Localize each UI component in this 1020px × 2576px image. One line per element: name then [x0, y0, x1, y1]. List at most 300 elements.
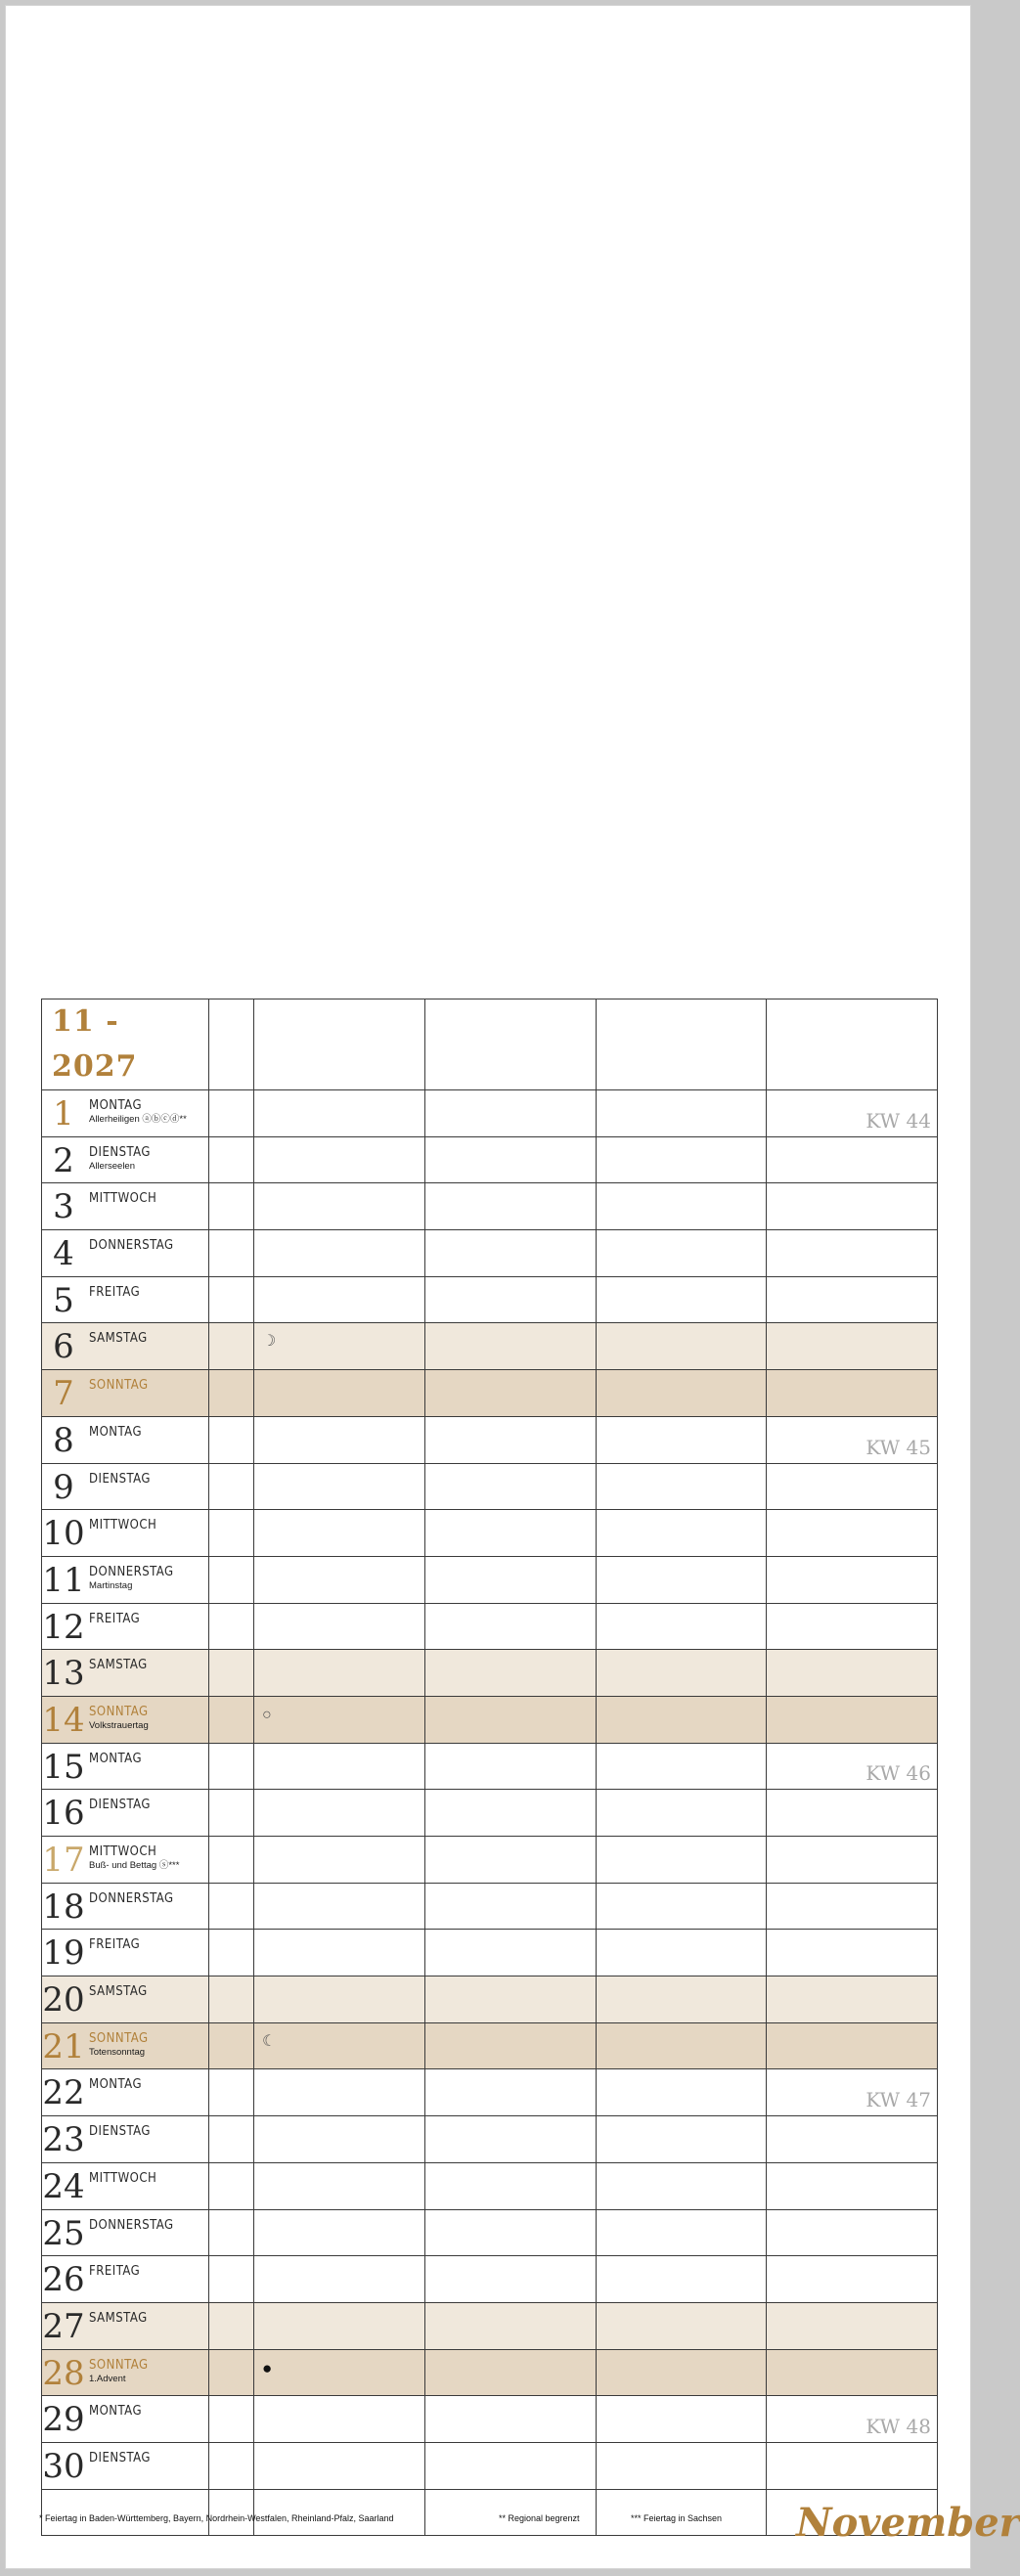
day-number: 8	[53, 1420, 74, 1460]
weekday-name: FREITAG	[89, 2264, 141, 2280]
planner-cell[interactable]	[596, 2442, 767, 2489]
planner-cell[interactable]	[767, 1463, 938, 1510]
day-row	[42, 1837, 938, 1884]
weekday-name: SAMSTAG	[89, 1331, 148, 1347]
day-row	[42, 1183, 938, 1230]
narrow-cell	[209, 2116, 254, 2163]
planner-cell[interactable]	[254, 1650, 425, 1697]
planner-cell[interactable]	[767, 1556, 938, 1603]
weekday-name: SONNTAG	[89, 2357, 149, 2373]
planner-cell[interactable]	[254, 1837, 425, 1884]
planner-cell[interactable]	[254, 1976, 425, 2023]
planner-cell[interactable]	[596, 1276, 767, 1323]
planner-cell[interactable]	[767, 1930, 938, 1976]
narrow-cell	[209, 1090, 254, 1137]
day-row	[42, 1603, 938, 1650]
day-label-cell	[42, 2396, 209, 2443]
weekday-name: MITTWOCH	[89, 1191, 157, 1207]
holiday-note: Buß- und Bettag ⓢ***	[89, 1860, 180, 1871]
planner-cell[interactable]	[254, 2256, 425, 2303]
planner-cell[interactable]	[424, 1510, 596, 1557]
planner-cell[interactable]	[767, 1837, 938, 1884]
day-row	[42, 1416, 938, 1463]
day-label-cell	[42, 1136, 209, 1183]
day-number: 21	[42, 2026, 85, 2066]
planner-cell[interactable]	[767, 2256, 938, 2303]
narrow-cell	[209, 2256, 254, 2303]
planner-cell[interactable]	[596, 1370, 767, 1417]
narrow-cell	[209, 2209, 254, 2256]
planner-cell[interactable]	[424, 1230, 596, 1277]
day-label-cell	[42, 2442, 209, 2489]
planner-cell[interactable]	[254, 1883, 425, 1930]
day-label-cell	[42, 2256, 209, 2303]
day-number: 12	[42, 1607, 85, 1647]
planner-cell[interactable]	[596, 1323, 767, 1370]
moon-phase-icon: ☽	[262, 1333, 277, 1351]
day-label-cell	[42, 1790, 209, 1837]
planner-cell[interactable]	[424, 1416, 596, 1463]
planner-cell[interactable]	[767, 1696, 938, 1743]
planner-cell[interactable]	[596, 1603, 767, 1650]
planner-cell[interactable]	[424, 1183, 596, 1230]
planner-cell[interactable]	[596, 2069, 767, 2116]
planner-cell[interactable]	[767, 1183, 938, 1230]
planner-cell[interactable]	[424, 1790, 596, 1837]
narrow-cell	[209, 2162, 254, 2209]
weekday-name: DONNERSTAG	[89, 2217, 174, 2233]
planner-cell[interactable]	[767, 1650, 938, 1697]
planner-cell[interactable]	[254, 2116, 425, 2163]
planner-cell[interactable]	[424, 1370, 596, 1417]
planner-cell[interactable]	[424, 2116, 596, 2163]
day-row	[42, 1136, 938, 1183]
planner-cell[interactable]	[424, 2022, 596, 2069]
narrow-cell	[209, 1136, 254, 1183]
day-number: 13	[42, 1654, 85, 1694]
planner-cell[interactable]	[596, 1837, 767, 1884]
planner-cell[interactable]	[767, 1603, 938, 1650]
day-label-cell	[42, 2069, 209, 2116]
planner-cell[interactable]	[596, 1183, 767, 1230]
planner-cell[interactable]	[424, 1696, 596, 1743]
day-row	[42, 2256, 938, 2303]
moon-phase-icon: ☾	[262, 2032, 277, 2050]
planner-cell[interactable]	[254, 2162, 425, 2209]
day-row	[42, 1976, 938, 2023]
narrow-cell	[209, 1883, 254, 1930]
planner-cell[interactable]	[254, 999, 425, 1090]
planner-cell[interactable]	[254, 1370, 425, 1417]
day-label-cell	[42, 1883, 209, 1930]
weekday-name: FREITAG	[89, 1937, 141, 1953]
planner-cell[interactable]	[424, 2396, 596, 2443]
planner-cell[interactable]	[767, 1790, 938, 1837]
day-number: 26	[42, 2260, 85, 2300]
planner-cell[interactable]	[254, 2069, 425, 2116]
planner-cell[interactable]	[596, 1976, 767, 2023]
planner-cell[interactable]	[254, 1416, 425, 1463]
calendar-week-label: KW 44	[865, 1108, 931, 1133]
planner-cell[interactable]	[424, 1276, 596, 1323]
planner-cell[interactable]	[767, 2162, 938, 2209]
narrow-cell	[209, 1370, 254, 1417]
planner-cell[interactable]	[424, 1136, 596, 1183]
day-number: 23	[42, 2120, 85, 2160]
planner-cell[interactable]	[767, 1883, 938, 1930]
planner-cell[interactable]	[254, 1136, 425, 1183]
narrow-cell	[209, 1276, 254, 1323]
planner-cell[interactable]	[767, 1136, 938, 1183]
day-row	[42, 1230, 938, 1277]
planner-cell[interactable]	[596, 2396, 767, 2443]
planner-cell[interactable]	[424, 1650, 596, 1697]
weekday-name: FREITAG	[89, 1611, 141, 1626]
narrow-cell	[209, 1556, 254, 1603]
narrow-cell	[209, 1743, 254, 1790]
day-row	[42, 1090, 938, 1137]
narrow-cell	[209, 1696, 254, 1743]
footnote-regional: ** Regional begrenzt	[499, 2513, 580, 2523]
holiday-note: Totensonntag	[89, 2046, 146, 2058]
planner-cell[interactable]	[424, 1976, 596, 2023]
weekday-name: DONNERSTAG	[89, 1564, 174, 1579]
day-row	[42, 2302, 938, 2349]
day-number: 19	[42, 1933, 85, 1974]
day-label-cell	[42, 1930, 209, 1976]
day-number: 25	[42, 2213, 85, 2253]
narrow-cell	[209, 1183, 254, 1230]
day-number: 9	[53, 1467, 74, 1507]
planner-cell[interactable]	[767, 2116, 938, 2163]
day-number: 11	[42, 1560, 85, 1600]
weekday-name: MONTAG	[89, 1424, 143, 1440]
weekday-name: SAMSTAG	[89, 2310, 148, 2326]
planner-cell[interactable]	[424, 2162, 596, 2209]
day-row	[42, 2069, 938, 2116]
planner-cell[interactable]	[767, 2396, 938, 2443]
calendar-week-label: KW 47	[865, 2088, 931, 2112]
planner-cell[interactable]	[254, 2396, 425, 2443]
weekday-name: SAMSTAG	[89, 1658, 148, 1673]
planner-cell[interactable]	[424, 1323, 596, 1370]
planner-cell[interactable]	[254, 1696, 425, 1743]
narrow-cell	[209, 2396, 254, 2443]
day-label-cell	[42, 1090, 209, 1137]
planner-cell[interactable]	[767, 999, 938, 1090]
planner-cell[interactable]	[596, 1230, 767, 1277]
planner-cell[interactable]	[424, 1837, 596, 1884]
planner-cell[interactable]	[767, 1323, 938, 1370]
planner-cell[interactable]	[254, 1463, 425, 1510]
day-row	[42, 2442, 938, 2489]
day-row	[42, 1650, 938, 1697]
day-label-cell	[42, 1276, 209, 1323]
planner-cell[interactable]	[254, 1230, 425, 1277]
planner-cell[interactable]	[596, 1510, 767, 1557]
day-row	[42, 1696, 938, 1743]
day-label-cell	[42, 2022, 209, 2069]
narrow-cell	[209, 1790, 254, 1837]
planner-cell[interactable]	[596, 1743, 767, 1790]
day-label-cell	[42, 1230, 209, 1277]
planner-cell[interactable]	[767, 2442, 938, 2489]
footnote-sachsen: *** Feiertag in Sachsen	[631, 2513, 723, 2523]
holiday-note: Volkstrauertag	[89, 1719, 149, 1731]
planner-cell[interactable]	[254, 1603, 425, 1650]
weekday-name: MONTAG	[89, 1098, 143, 1113]
day-number: 1	[53, 1094, 74, 1133]
month-planner-grid	[41, 999, 938, 2536]
holiday-note: Martinstag	[89, 1579, 133, 1591]
narrow-cell	[209, 2349, 254, 2396]
day-row	[42, 1463, 938, 1510]
day-row	[42, 2349, 938, 2396]
day-label-cell	[42, 2349, 209, 2396]
planner-cell[interactable]	[424, 1556, 596, 1603]
day-number: 22	[42, 2073, 85, 2113]
planner-cell[interactable]	[767, 1370, 938, 1417]
planner-cell[interactable]	[596, 1883, 767, 1930]
day-row	[42, 2209, 938, 2256]
planner-cell[interactable]	[596, 2256, 767, 2303]
planner-cell[interactable]	[254, 1276, 425, 1323]
day-number: 28	[42, 2353, 85, 2393]
planner-cell[interactable]	[254, 2349, 425, 2396]
day-number: 4	[53, 1234, 74, 1274]
day-row	[42, 2162, 938, 2209]
day-row	[42, 1370, 938, 1417]
planner-cell[interactable]	[767, 2349, 938, 2396]
planner-cell[interactable]	[254, 1183, 425, 1230]
weekday-name: MITTWOCH	[89, 2170, 157, 2186]
narrow-cell	[209, 2022, 254, 2069]
weekday-name: MONTAG	[89, 1751, 143, 1766]
day-row	[42, 1883, 938, 1930]
holiday-note: 1.Advent	[89, 2373, 126, 2384]
planner-cell[interactable]	[424, 2256, 596, 2303]
planner-cell[interactable]	[254, 2442, 425, 2489]
narrow-cell	[209, 2069, 254, 2116]
planner-cell[interactable]	[767, 2302, 938, 2349]
day-number: 14	[42, 1700, 85, 1740]
narrow-cell	[209, 1650, 254, 1697]
day-row	[42, 1276, 938, 1323]
day-row	[42, 1323, 938, 1370]
planner-cell[interactable]	[254, 1510, 425, 1557]
planner-cell[interactable]	[424, 1463, 596, 1510]
day-row	[42, 2396, 938, 2443]
planner-cell[interactable]	[424, 2349, 596, 2396]
day-row	[42, 1790, 938, 1837]
planner-cell[interactable]	[596, 2349, 767, 2396]
day-label-cell	[42, 1837, 209, 1884]
narrow-cell	[209, 1323, 254, 1370]
day-number: 30	[42, 2446, 85, 2486]
planner-cell[interactable]	[424, 999, 596, 1090]
moon-phase-icon: ●	[262, 2358, 273, 2377]
weekday-name: DONNERSTAG	[89, 1238, 174, 1254]
weekday-name: SONNTAG	[89, 1704, 149, 1719]
day-number: 5	[53, 1280, 74, 1320]
narrow-cell	[209, 1930, 254, 1976]
planner-cell[interactable]	[596, 2116, 767, 2163]
planner-cell[interactable]	[767, 1276, 938, 1323]
planner-cell[interactable]	[254, 1930, 425, 1976]
narrow-cell	[209, 999, 254, 1090]
planner-cell[interactable]	[596, 2302, 767, 2349]
weekday-name: MONTAG	[89, 2077, 143, 2093]
day-label-cell	[42, 1183, 209, 1230]
month-label-cell	[42, 999, 209, 1090]
day-row	[42, 1930, 938, 1976]
calendar-week-label: KW 46	[865, 1761, 931, 1786]
planner-cell[interactable]	[596, 2162, 767, 2209]
planner-cell[interactable]	[596, 1650, 767, 1697]
holiday-note: Allerheiligen ⓐⓑⓒⓓ**	[89, 1114, 187, 1125]
planner-cell[interactable]	[596, 1790, 767, 1837]
day-row	[42, 1743, 938, 1790]
day-number: 20	[42, 1980, 85, 2021]
narrow-cell	[209, 1976, 254, 2023]
narrow-cell	[209, 1416, 254, 1463]
planner-cell[interactable]	[596, 1556, 767, 1603]
day-number: 7	[53, 1374, 74, 1414]
weekday-name: DIENSTAG	[89, 1144, 151, 1160]
day-row	[42, 1556, 938, 1603]
day-number: 2	[53, 1140, 74, 1180]
weekday-name: SONNTAG	[89, 2030, 149, 2046]
planner-cell[interactable]	[424, 2069, 596, 2116]
planner-cell[interactable]	[254, 2209, 425, 2256]
planner-cell[interactable]	[596, 1136, 767, 1183]
weekday-name: MONTAG	[89, 2404, 143, 2420]
narrow-cell	[209, 2302, 254, 2349]
narrow-cell	[209, 1837, 254, 1884]
day-label-cell	[42, 1510, 209, 1557]
planner-cell[interactable]	[424, 2209, 596, 2256]
day-row	[42, 1510, 938, 1557]
day-number: 6	[53, 1327, 74, 1367]
day-number: 16	[42, 1794, 85, 1834]
day-label-cell	[42, 2302, 209, 2349]
planner-cell[interactable]	[254, 1323, 425, 1370]
weekday-name: SONNTAG	[89, 1378, 149, 1394]
weekday-name: MITTWOCH	[89, 1844, 157, 1859]
planner-cell[interactable]	[254, 1743, 425, 1790]
day-label-cell	[42, 2162, 209, 2209]
month-header-row	[42, 999, 938, 1090]
month-name-signature: November	[796, 2500, 1020, 2546]
planner-cell[interactable]	[596, 999, 767, 1090]
day-label-cell	[42, 1603, 209, 1650]
planner-cell[interactable]	[767, 1416, 938, 1463]
day-number: 15	[42, 1747, 85, 1787]
calendar-week-label: KW 45	[865, 1435, 931, 1459]
planner-cell[interactable]	[424, 2442, 596, 2489]
day-row	[42, 2022, 938, 2069]
day-number: 17	[42, 1841, 85, 1880]
narrow-cell	[209, 1603, 254, 1650]
narrow-cell	[209, 1510, 254, 1557]
narrow-cell	[209, 1463, 254, 1510]
planner-cell[interactable]	[767, 2069, 938, 2116]
day-number: 10	[42, 1514, 85, 1554]
planner-cell[interactable]	[254, 1790, 425, 1837]
holiday-note: Allerseelen	[89, 1160, 135, 1172]
narrow-cell	[209, 1230, 254, 1277]
day-number: 18	[42, 1887, 85, 1927]
planner-cell[interactable]	[424, 1743, 596, 1790]
moon-phase-icon: ○	[262, 1706, 272, 1723]
day-label-cell	[42, 1416, 209, 1463]
day-label-cell	[42, 1743, 209, 1790]
day-label-cell	[42, 1556, 209, 1603]
weekday-name: FREITAG	[89, 1284, 141, 1300]
planner-cell[interactable]	[596, 2209, 767, 2256]
day-label-cell	[42, 1463, 209, 1510]
day-number: 29	[42, 2400, 85, 2440]
weekday-name: DIENSTAG	[89, 1798, 151, 1813]
weekday-name: SAMSTAG	[89, 1984, 148, 2000]
planner-cell[interactable]	[254, 1090, 425, 1137]
footnote-holidays: * Feiertag in Baden-Württemberg, Bayern, Nordrhein-Westfalen, Rheinland-Pfalz, Saarland	[39, 2513, 394, 2523]
day-row	[42, 2116, 938, 2163]
weekday-name: DIENSTAG	[89, 2450, 151, 2465]
planner-cell[interactable]	[767, 1090, 938, 1137]
planner-cell[interactable]	[596, 1090, 767, 1137]
planner-cell[interactable]	[254, 2022, 425, 2069]
planner-cell[interactable]	[767, 2209, 938, 2256]
planner-cell[interactable]	[767, 2022, 938, 2069]
planner-cell[interactable]	[767, 1230, 938, 1277]
weekday-name: DIENSTAG	[89, 1471, 151, 1487]
planner-cell[interactable]	[596, 1696, 767, 1743]
planner-cell[interactable]	[424, 1603, 596, 1650]
planner-cell[interactable]	[424, 1930, 596, 1976]
planner-cell[interactable]	[424, 1883, 596, 1930]
narrow-cell	[209, 2442, 254, 2489]
planner-cell[interactable]	[767, 1743, 938, 1790]
planner-cell[interactable]	[596, 2022, 767, 2069]
day-number: 3	[53, 1187, 74, 1227]
day-label-cell	[42, 1696, 209, 1743]
planner-cell[interactable]	[254, 2302, 425, 2349]
planner-cell[interactable]	[596, 1416, 767, 1463]
planner-cell[interactable]	[596, 1930, 767, 1976]
day-label-cell	[42, 2116, 209, 2163]
footnotes	[39, 2513, 782, 2533]
weekday-name: DONNERSTAG	[89, 1890, 174, 1906]
day-label-cell	[42, 1323, 209, 1370]
planner-cell[interactable]	[767, 1976, 938, 2023]
planner-cell[interactable]	[424, 2302, 596, 2349]
calendar-week-label: KW 48	[865, 2414, 931, 2438]
day-label-cell	[42, 1976, 209, 2023]
planner-cell[interactable]	[254, 1556, 425, 1603]
day-label-cell	[42, 1650, 209, 1697]
weekday-name: DIENSTAG	[89, 2124, 151, 2140]
planner-cell[interactable]	[596, 1463, 767, 1510]
day-number: 24	[42, 2166, 85, 2206]
planner-cell[interactable]	[767, 1510, 938, 1557]
month-label: 11 - 2027	[52, 1004, 138, 1084]
planner-cell[interactable]	[424, 1090, 596, 1137]
day-label-cell	[42, 1370, 209, 1417]
weekday-name: MITTWOCH	[89, 1518, 157, 1533]
day-label-cell	[42, 2209, 209, 2256]
day-number: 27	[42, 2306, 85, 2346]
